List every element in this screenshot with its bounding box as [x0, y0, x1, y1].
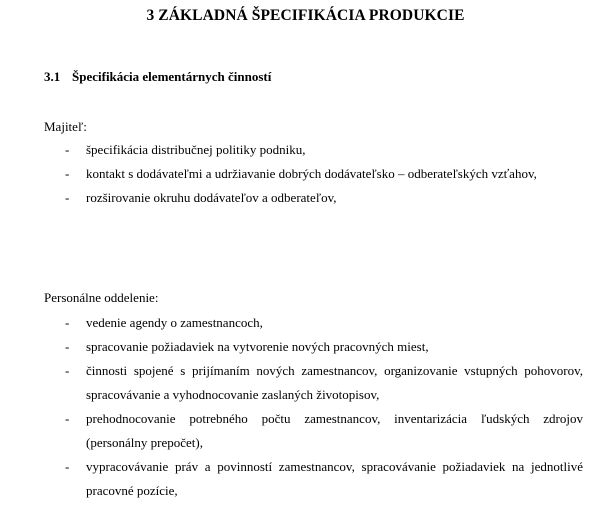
list-item-text: prehodnocovanie potrebného počtu zamestnancov, inventarizácia ľudských zdrojov (personálny prepočet),	[86, 411, 583, 450]
section-heading	[44, 69, 271, 85]
list-item-text: kontakt s dodávateľmi a udržiavanie dobrých dodávateľsko – odberateľských vzťahov,	[86, 166, 537, 181]
group-label-hr: Personálne oddelenie:	[44, 290, 159, 305]
list-item	[0, 311, 583, 335]
list-item	[0, 138, 583, 162]
bullet-dash: -	[65, 459, 70, 474]
list-item-text: vedenie agendy o zamestnancoch,	[86, 315, 263, 330]
chapter-title: 3 ZÁKLADNÁ ŠPECIFIKÁCIA PRODUKCIE	[146, 7, 465, 24]
section-title: Špecifikácia elementárnych činností	[72, 69, 272, 84]
list-item-text: rozširovanie okruhu dodávateľov a odberateľov,	[86, 190, 337, 205]
group-label-owner: Majiteľ:	[44, 119, 87, 134]
section-number: 3.1	[44, 69, 61, 84]
bullet-dash: -	[65, 190, 70, 205]
list-item-text: činnosti spojené s prijímaním nových zamestnancov, organizovanie vstupných pohovorov, spracovávanie a vyhodnocovanie zaslaných životopisov,	[86, 363, 583, 402]
bullet-dash: -	[65, 339, 70, 354]
owner-task-list	[0, 138, 583, 210]
list-item	[0, 162, 583, 186]
bullet-dash: -	[65, 166, 70, 181]
bullet-dash: -	[65, 363, 70, 378]
bullet-dash: -	[65, 315, 70, 330]
hr-task-list	[0, 311, 583, 503]
bullet-dash: -	[65, 411, 70, 426]
list-item	[0, 407, 583, 455]
list-item	[0, 335, 583, 359]
bullet-dash: -	[65, 142, 70, 157]
list-item	[0, 186, 583, 210]
list-item	[0, 455, 583, 503]
list-item	[0, 359, 583, 407]
list-item-text: vypracovávanie práv a povinností zamestnancov, spracovávanie požiadaviek na jednotlivé pracovné pozície,	[86, 459, 583, 498]
list-item-text: spracovanie požiadaviek na vytvorenie nových pracovných miest,	[86, 339, 429, 354]
list-item-text: špecifikácia distribučnej politiky podniku,	[86, 142, 306, 157]
